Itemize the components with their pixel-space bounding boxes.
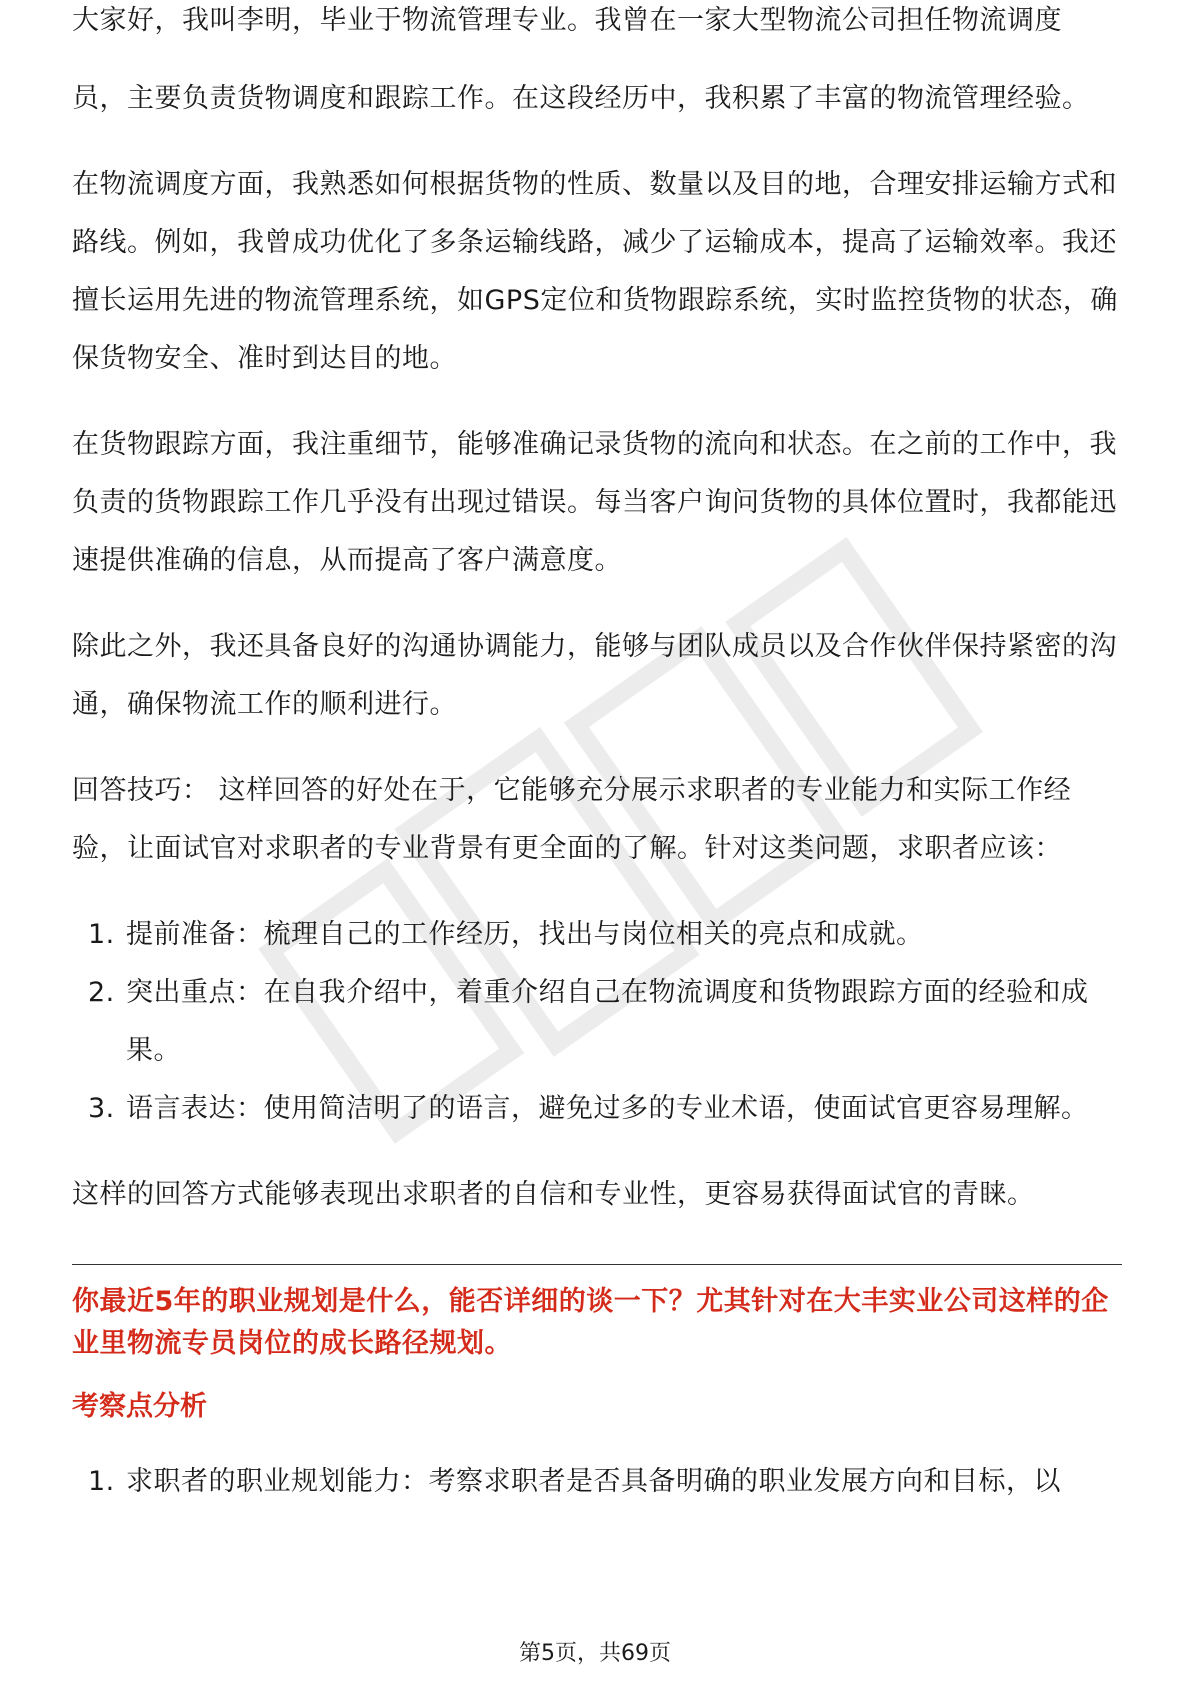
tips-list [72, 906, 1122, 1138]
list-number: 3. [88, 1093, 115, 1124]
paragraph-clipped: 大家好，我叫李明，毕业于物流管理专业。我曾在一家大型物流公司担任物流调度 [72, 5, 1062, 36]
list-item [72, 1453, 1122, 1511]
list-text: 突出重点：在自我介绍中，着重介绍自己在物流调度和货物跟踪方面的经验和成果。 [126, 977, 1089, 1066]
paragraph-communication: 除此之外，我还具备良好的沟通协调能力，能够与团队成员以及合作伙伴保持紧密的沟通，确保物流工作的顺利进行。 [72, 631, 1117, 720]
list-text: 求职者的职业规划能力：考察求职者是否具备明确的职业发展方向和目标，以 [126, 1466, 1061, 1497]
paragraph-dispatch: 在物流调度方面，我熟悉如何根据货物的性质、数量以及目的地，合理安排运输方式和路线。例如，我曾成功优化了多条运输线路，减少了运输成本，提高了运输效率。我还擅长运用先进的物流管理系统，如GPS定位和货物跟踪系统，实时监控货物的状态，确保货物安全、准时到达目的地。 [72, 169, 1118, 374]
analysis-heading: 考察点分析 [72, 1391, 207, 1422]
analysis-list [72, 1453, 1122, 1511]
list-item [72, 964, 1122, 1080]
page-footer: 第5页，共69页 [519, 1641, 671, 1666]
paragraph-tracking: 在货物跟踪方面，我注重细节，能够准确记录货物的流向和状态。在之前的工作中，我负责的货物跟踪工作几乎没有出现过错误。每当客户询问货物的具体位置时，我都能迅速提供准确的信息，从而提高了客户满意度。 [72, 429, 1117, 576]
paragraph-answer-tips: 回答技巧： 这样回答的好处在于，它能够充分展示求职者的专业能力和实际工作经验，让面试官对求职者的专业背景有更全面的了解。针对这类问题，求职者应该： [72, 775, 1072, 864]
list-number: 1. [88, 919, 115, 950]
paragraph-conclusion: 这样的回答方式能够表现出求职者的自信和专业性，更容易获得面试官的青睐。 [72, 1179, 1035, 1210]
list-number: 1. [88, 1466, 115, 1497]
paragraph-intro: 员，主要负责货物调度和跟踪工作。在这段经历中，我积累了丰富的物流管理经验。 [72, 83, 1090, 114]
list-item [72, 1080, 1122, 1138]
interview-question: 你最近5年的职业规划是什么，能否详细的谈一下？尤其针对在大丰实业公司这样的企业里物流专员岗位的成长路径规划。 [72, 1286, 1109, 1359]
list-number: 2. [88, 977, 115, 1008]
clipped-line [72, 5, 1122, 60]
list-text: 语言表达：使用简洁明了的语言，避免过多的专业术语，使面试官更容易理解。 [126, 1093, 1089, 1124]
list-item [72, 906, 1122, 964]
document-body [72, 5, 1122, 1539]
list-text: 提前准备：梳理自己的工作经历，找出与岗位相关的亮点和成就。 [126, 919, 924, 950]
section-divider [72, 1264, 1122, 1265]
